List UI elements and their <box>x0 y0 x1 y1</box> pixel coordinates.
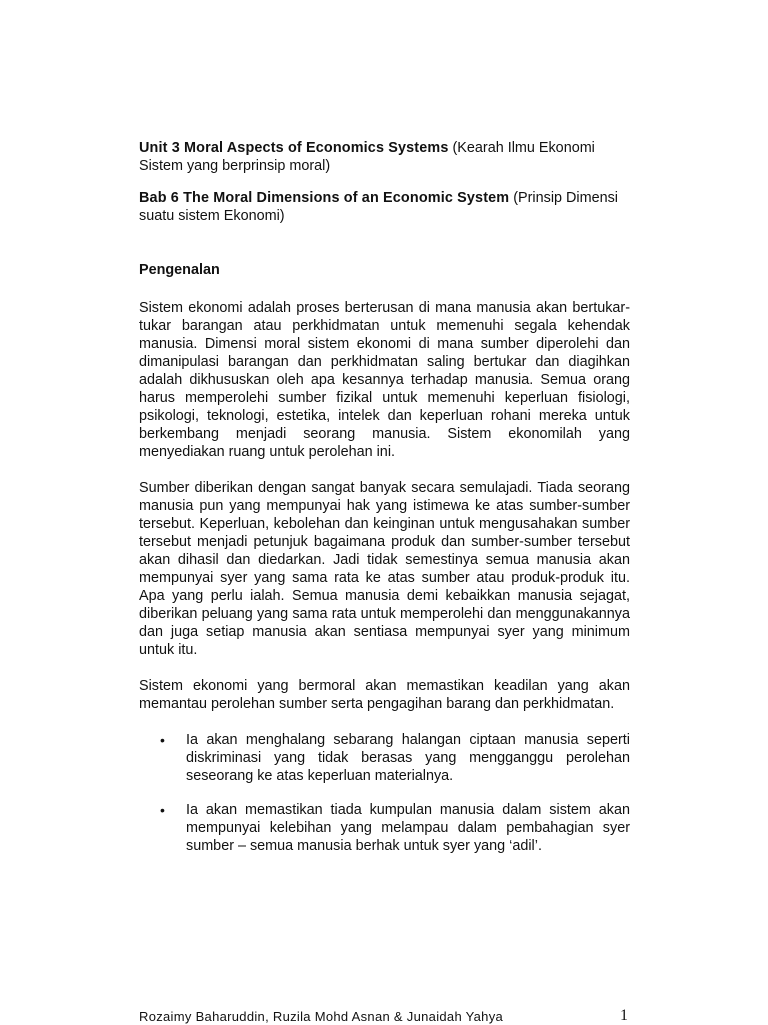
section-title: Pengenalan <box>139 262 220 278</box>
bullet-item <box>139 731 630 785</box>
chapter-heading-bold: Bab 6 The Moral Dimensions of an Economic System <box>139 190 510 206</box>
unit-heading <box>139 139 630 175</box>
bullet-text: Ia akan menghalang sebarang halangan ciptaan manusia seperti diskriminasi yang tidak berasas yang mengganggu perolehan seseorang ke atas keperluan materialnya. <box>186 732 630 784</box>
bullet-item <box>139 801 630 855</box>
unit-heading-translation: (Kearah Ilmu Ekonomi Sistem yang berprinsip moral) <box>139 140 595 174</box>
bullet-list <box>139 731 630 855</box>
page-number: 1 <box>620 1007 628 1024</box>
paragraph-3: Sistem ekonomi yang bermoral akan memastikan keadilan yang akan memantau perolehan sumber serta pengagihan barang dan perkhidmatan. <box>139 678 630 712</box>
chapter-heading-translation: (Prinsip Dimensi suatu sistem Ekonomi) <box>139 190 619 224</box>
page-content <box>139 139 630 871</box>
bullet-icon: • <box>160 732 165 748</box>
bullet-icon: • <box>160 802 165 818</box>
chapter-heading <box>139 189 630 225</box>
paragraph-1: Sistem ekonomi adalah proses berterusan di mana manusia akan bertukar-tukar barangan atau perkhidmatan untuk memenuhi segala kehendak manusia. Dimensi moral sistem ekonomi di mana sumber diperolehi dan dimanipulasi barangan dan perkhidmatan saling bertukar dan diagihkan adalah dikhususkan oleh apa kesannya terhadap manusia. Semua orang harus memperolehi sumber fizikal untuk memenuhi keperluan fisiologi, psikologi, teknologi, estetika, intelek dan keperluan rohani mereka untuk berkembang menjadi seorang manusia. Sistem ekonomilah yang menyediakan ruang untuk perolehan ini. <box>139 300 630 460</box>
footer-authors: Rozaimy Baharuddin, Ruzila Mohd Asnan & Junaidah Yahya <box>139 1009 504 1024</box>
bullet-text: Ia akan memastikan tiada kumpulan manusia dalam sistem akan mempunyai kelebihan yang melampau dalam pembahagian syer sumber – semua manusia berhak untuk syer yang ‘adil’. <box>186 802 630 854</box>
paragraph-2: Sumber diberikan dengan sangat banyak secara semulajadi. Tiada seorang manusia pun yang mempunyai hak yang istimewa ke atas sumber-sumber tersebut. Keperluan, kebolehan dan keinginan untuk mengusahakan sumber tersebut menjadi petunjuk bagaimana produk dan sumber-sumber tersebut akan dihasil dan diedarkan. Jadi tidak semestinya semua manusia akan mempunyai syer yang sama rata ke atas sumber atau produk-produk itu. Apa yang perlu ialah. Semua manusia demi kebaikkan manusia sejagat, diberikan peluang yang sama rata untuk memperolehi dan menggunakannya dan juga setiap manusia akan sentiasa mempunyai syer yang minimum untuk itu. <box>139 480 630 658</box>
unit-heading-bold: Unit 3 Moral Aspects of Economics Systems <box>139 140 449 156</box>
